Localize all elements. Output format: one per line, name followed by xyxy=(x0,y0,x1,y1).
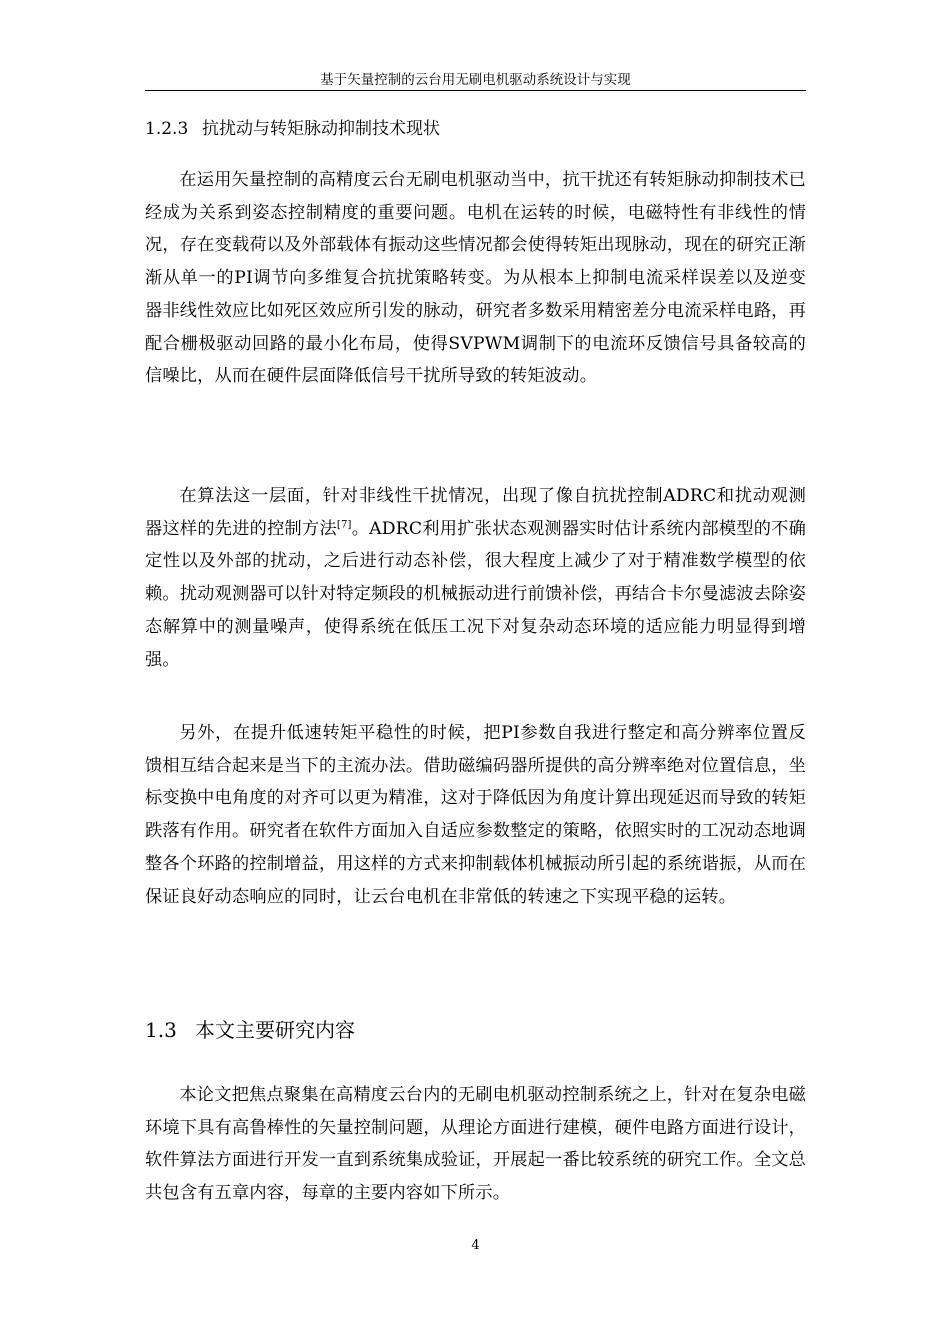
page-number: 4 xyxy=(471,1238,480,1253)
subsection-heading xyxy=(145,117,440,141)
header-rule xyxy=(145,90,806,91)
paragraph-algorithm-text-b: 。ADRC利用扩张状态观测器实时估计系统内部模型的不确定性以及外部的扰动，之后进行动态补偿，很大程度上减少了对于精准数学模型的依赖。扰动观测器可以针对特定频段的机械振动进行前馈补偿，再结合卡尔曼滤波去除姿态解算中的测量噪声，使得系统在低压工况下对复杂动态环境的适应能力明显得到增强。 xyxy=(145,518,807,670)
citation-reference: [7] xyxy=(336,518,352,530)
paragraph-algorithm xyxy=(145,480,806,676)
paragraph-research-content: 本论文把焦点聚集在高精度云台内的无刷电机驱动控制系统之上，针对在复杂电磁环境下具有高鲁棒性的矢量控制问题，从理论方面进行建模，硬件电路方面进行设计，软件算法方面进行开发一直到系统集成验证，开展起一番比较系统的研究工作。全文总共包含有五章内容，每章的主要内容如下所示。 xyxy=(145,1085,806,1204)
subsection-title: 抗扰动与转矩脉动抑制技术现状 xyxy=(202,119,440,139)
section-title: 本文主要研究内容 xyxy=(195,1018,355,1042)
running-header: 基于矢量控制的云台用无刷电机驱动系统设计与实现 xyxy=(320,72,631,88)
paragraph-low-speed: 另外，在提升低速转矩平稳性的时候，把PI参数自我进行整定和高分辨率位置反馈相互结合起来是当下的主流办法。借助磁编码器所提供的高分辨率绝对位置信息，坐标变换中电角度的对齐可以更为精准，这对于降低因为角度计算出现延迟而导致的转矩跌落有作用。研究者在软件方面加入自适应参数整定的策略，依照实时的工况动态地调整各个环路的控制增益，用这样的方式来抑制载体机械振动所引起的系统谐振，从而在保证良好动态响应的同时，让云台电机在非常低的转速之下实现平稳的运转。 xyxy=(145,723,806,907)
paragraph-torque-ripple: 在运用矢量控制的高精度云台无刷电机驱动当中，抗干扰还有转矩脉动抑制技术已经成为关系到姿态控制精度的重要问题。电机在运转的时候，电磁特性有非线性的情况，存在变载荷以及外部载体有振动这些情况都会使得转矩出现脉动，现在的研究正渐渐从单一的PI调节向多维复合抗扰策略转变。为从根本上抑制电流采样误差以及逆变器非线性效应比如死区效应所引发的脉动，研究者多数采用精密差分电流采样电路，再配合栅极驱动回路的最小化布局，使得SVPWM调制下的电流环反馈信号具备较高的信噪比，从而在硬件层面降低信号干扰所导致的转矩波动。 xyxy=(145,170,806,387)
paragraph-algorithm-text-a: 在算法这一层面，针对非线性干扰情况，出现了像自抗扰控制ADRC和扰动观测器这样的先进的控制方法 xyxy=(145,486,806,539)
subsection-number: 1.2.3 xyxy=(145,119,189,139)
section-heading xyxy=(145,1016,355,1044)
section-number: 1.3 xyxy=(145,1018,177,1042)
